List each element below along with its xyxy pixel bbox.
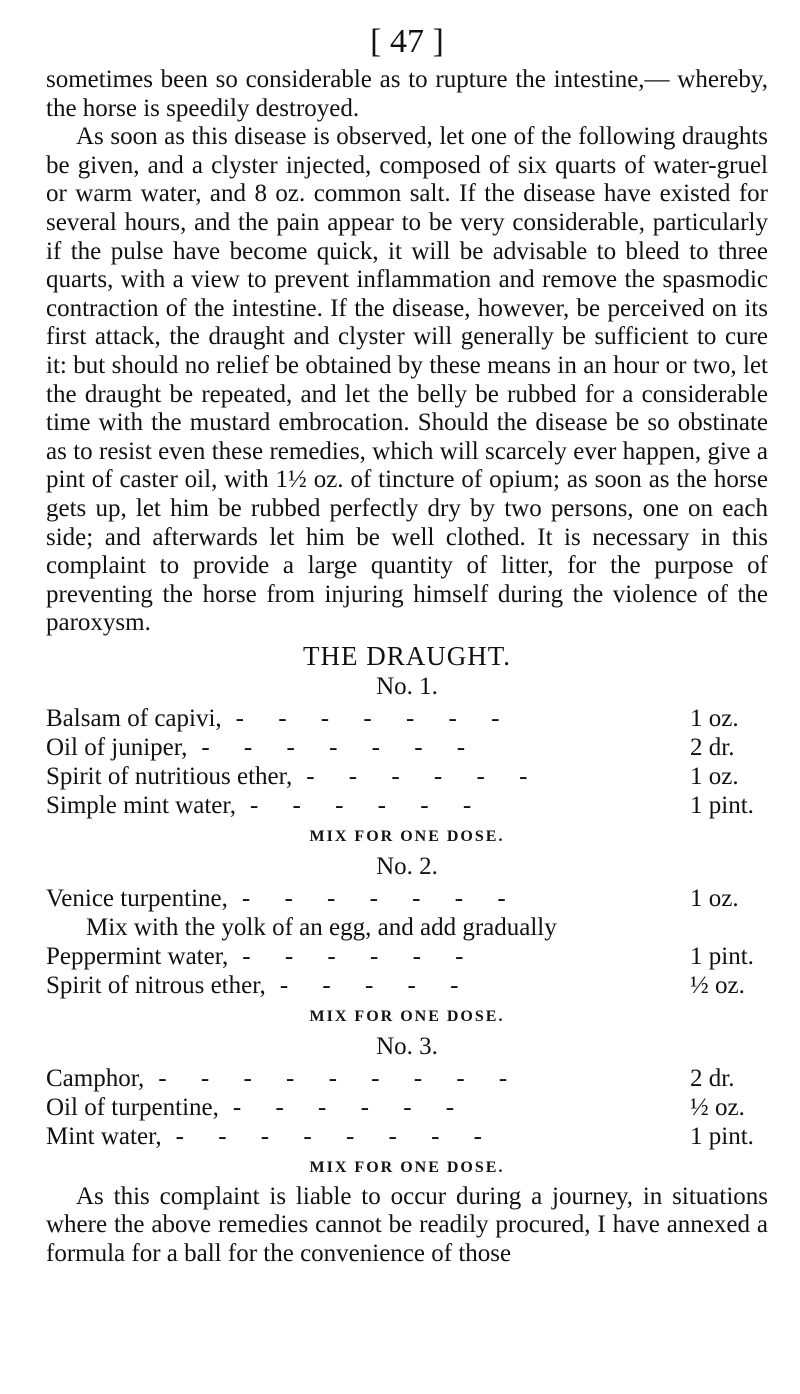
recipe-number: No. 2. (376, 852, 438, 880)
mix-instruction: MIX FOR ONE DOSE. (309, 827, 505, 845)
leader-dashes: - - - - - - - (201, 733, 480, 761)
paragraph-closing: As this complaint is liable to occur during a journey, in situations where the above remedies cannot be readily procured, I have annexed a formula for a ball for the convenience of those (46, 1182, 768, 1268)
ingredient-name: Simple mint water, (46, 791, 236, 819)
ingredient-quantity: 1 pint. (690, 942, 754, 970)
ingredient-row (46, 704, 768, 733)
ingredient-quantity: 2 dr. (690, 1064, 735, 1092)
leader-dashes: - - - - - - - (235, 704, 514, 732)
ingredient-name: Oil of turpentine, (46, 1093, 219, 1121)
ingredient-quantity: 1 oz. (690, 704, 739, 732)
paragraph-treatment: As soon as this disease is observed, let one of the following draughts be given, and a clyster injected, composed of six quarts of water-gruel or warm water, and 8 oz. common salt. If the disease have existed for several hours, and the pain appear to be very considerable, particularly if the pulse have become quick, it will be advisable to bleed to three quarts, with a view to prevent inflammation and remove the spasmodic contraction of the intestine. If the disease, however, be perceived on its first attack, the draught and clyster will generally be sufficient to cure it: but should no relief be obtained by these means in an hour or two, let the draught be repeated, and let the belly be rubbed for a considerable time with the mustard embrocation. Should the disease be so obstinate as to resist even these remedies, which will scarcely ever happen, give a pint of caster oil, with 1½ oz. of tincture of opium; as soon as the horse gets up, let him be rubbed perfectly dry by two persons, one on each side; and afterwards let him be well clothed. It is necessary in this complaint to provide a large quantity of litter, for the purpose of preventing the horse from injuring himself during the violence of the paroxysm. (46, 123, 768, 637)
ingredient-row (46, 1093, 768, 1122)
ingredient-quantity: ½ oz. (690, 1093, 745, 1121)
ingredient-quantity: 1 pint. (690, 1122, 754, 1150)
recipe-instruction: Mix with the yolk of an egg, and add gradually (86, 913, 557, 941)
ingredient-name: Spirit of nitrous ether, (46, 971, 266, 999)
ingredient-row (46, 733, 768, 762)
ingredient-row (46, 791, 768, 820)
leader-dashes: - - - - - - - (241, 884, 520, 912)
ingredient-quantity: ½ oz. (690, 971, 745, 999)
recipe-number: No. 3. (376, 1032, 438, 1060)
ingredient-row (46, 1122, 768, 1151)
leader-dashes: - - - - - - (232, 1093, 469, 1121)
leader-dashes: - - - - - - (306, 762, 542, 790)
leader-dashes: - - - - - - - - - (158, 1064, 522, 1092)
page-number: [ 47 ] (370, 23, 444, 60)
recipe-2 (46, 852, 768, 1028)
recipe-3 (46, 1032, 768, 1179)
leader-dashes: - - - - - - (242, 942, 478, 970)
ingredient-quantity: 1 oz. (690, 762, 739, 790)
ingredient-name: Camphor, (46, 1064, 145, 1092)
leader-dashes: - - - - - - - - (175, 1122, 496, 1150)
leader-dashes: - - - - - - (249, 791, 486, 819)
ingredient-quantity: 1 oz. (690, 884, 739, 912)
ingredient-quantity: 2 dr. (690, 733, 735, 761)
ingredient-row (46, 1064, 768, 1093)
recipe-number: No. 1. (376, 672, 438, 700)
ingredient-row (46, 971, 768, 1000)
ingredient-name: Mint water, (46, 1122, 162, 1150)
paragraph-continuation: sometimes been so considerable as to rupture the intestine,— whereby, the horse is speedily destroyed. (46, 66, 768, 122)
section-heading: THE DRAUGHT. (303, 640, 511, 671)
ingredient-quantity: 1 pint. (690, 791, 754, 819)
mix-instruction: MIX FOR ONE DOSE. (309, 1007, 505, 1025)
ingredient-name: Spirit of nutritious ether, (46, 762, 293, 790)
ingredient-row (46, 942, 768, 971)
ingredient-name: Balsam of capivi, (46, 704, 222, 732)
ingredient-row (46, 762, 768, 791)
mix-instruction: MIX FOR ONE DOSE. (309, 1158, 505, 1176)
ingredient-row (46, 884, 768, 913)
recipe-1 (46, 672, 768, 848)
leader-dashes: - - - - - (279, 971, 473, 999)
ingredient-name: Oil of juniper, (46, 733, 188, 761)
recipe-list (46, 672, 768, 1179)
ingredient-name: Venice turpentine, (46, 884, 228, 912)
ingredient-name: Peppermint water, (46, 942, 229, 970)
